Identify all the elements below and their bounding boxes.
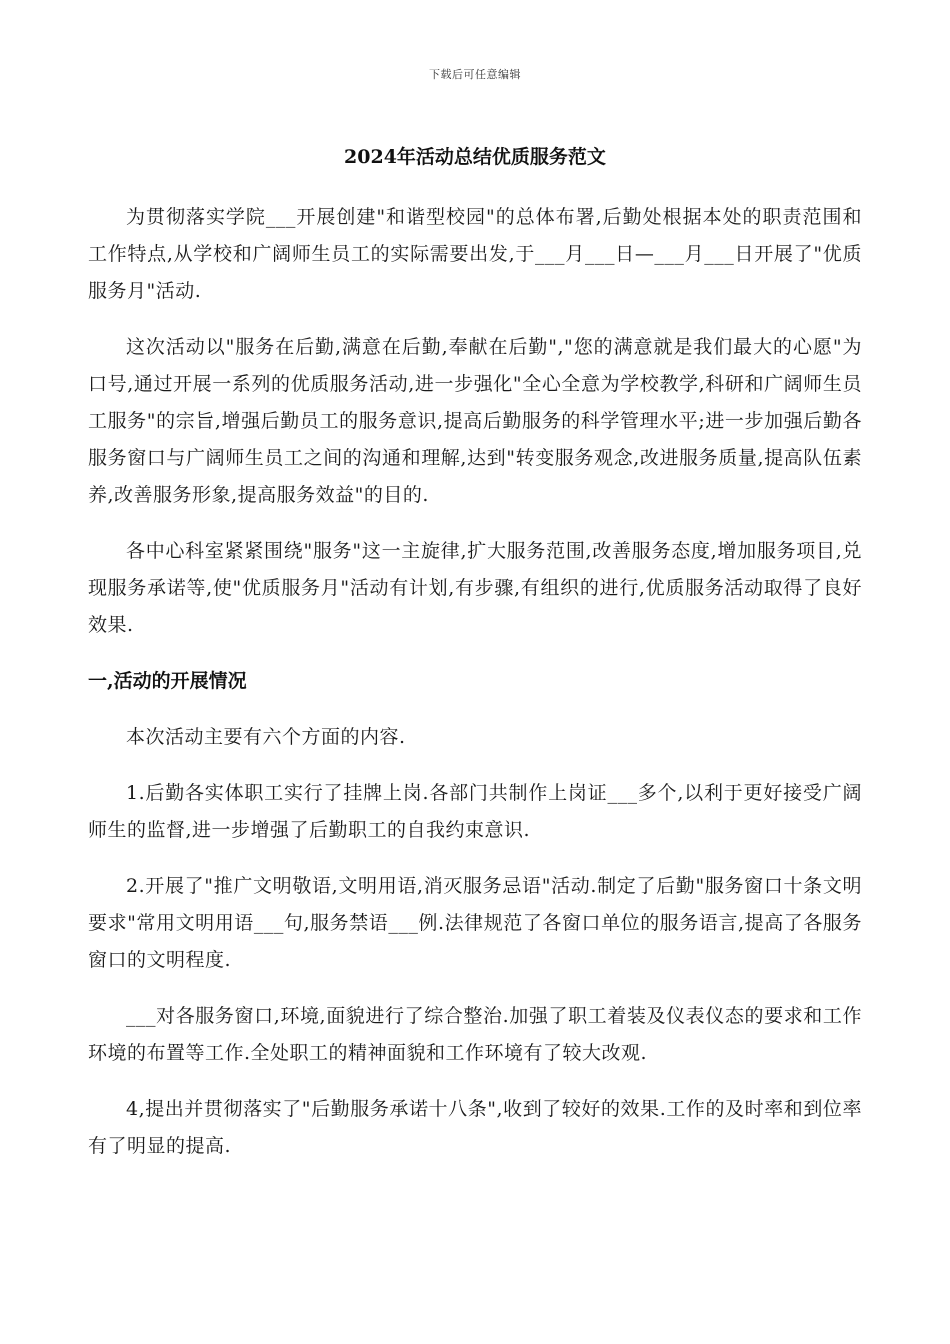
- list-item-2: 2.开展了"推广文明敬语,文明用语,消灭服务忌语"活动.制定了后勤"服务窗口十条文明要求"常用文明用语___句,服务禁语___例.法律规范了各窗口单位的服务语言,提高了各服务窗口的文明程度.: [88, 875, 862, 971]
- section-heading: 一,活动的开展情况: [88, 670, 247, 692]
- list-item-4: 4,提出并贯彻落实了"后勤服务承诺十八条",收到了较好的效果.工作的及时率和到位率有了明显的提高.: [88, 1098, 862, 1157]
- summary-paragraph: 各中心科室紧紧围绕"服务"这一主旋律,扩大服务范围,改善服务态度,增加服务项目,兑现服务承诺等,使"优质服务月"活动有计划,有步骤,有组织的进行,优质服务活动取得了良好效果.: [88, 540, 862, 636]
- document-body: [88, 199, 862, 1184]
- purpose-paragraph: 这次活动以"服务在后勤,满意在后勤,奉献在后勤","您的满意就是我们最大的心愿"为口号,通过开展一系列的优质服务活动,进一步强化"全心全意为学校教学,科研和广阔师生员工服务"的宗旨,增强后勤员工的服务意识,提高后勤服务的科学管理水平;进一步加强后勤各服务窗口与广阔师生员工之间的沟通和理解,达到"转变服务观念,改进服务质量,提高队伍素养,改善服务形象,提高服务效益"的目的.: [88, 336, 862, 506]
- document-title: 2024年活动总结优质服务范文: [344, 146, 606, 168]
- intro-paragraph: 为贯彻落实学院___开展创建"和谐型校园"的总体布署,后勤处根据本处的职责范围和工作特点,从学校和广阔师生员工的实际需要出发,于___月___日—___月___日开展了"优质服务月"活动.: [88, 206, 862, 302]
- list-item-1: 1.后勤各实体职工实行了挂牌上岗.各部门共制作上岗证___多个,以利于更好接受广阔师生的监督,进一步增强了后勤职工的自我约束意识.: [88, 782, 862, 841]
- section-intro-paragraph: 本次活动主要有六个方面的内容.: [126, 726, 406, 748]
- header-note: 下载后可任意编辑: [429, 68, 521, 81]
- list-item-3: ___对各服务窗口,环境,面貌进行了综合整治.加强了职工着装及仪表仪态的要求和工作环境的布置等工作.全处职工的精神面貌和工作环境有了较大改观.: [88, 1005, 862, 1064]
